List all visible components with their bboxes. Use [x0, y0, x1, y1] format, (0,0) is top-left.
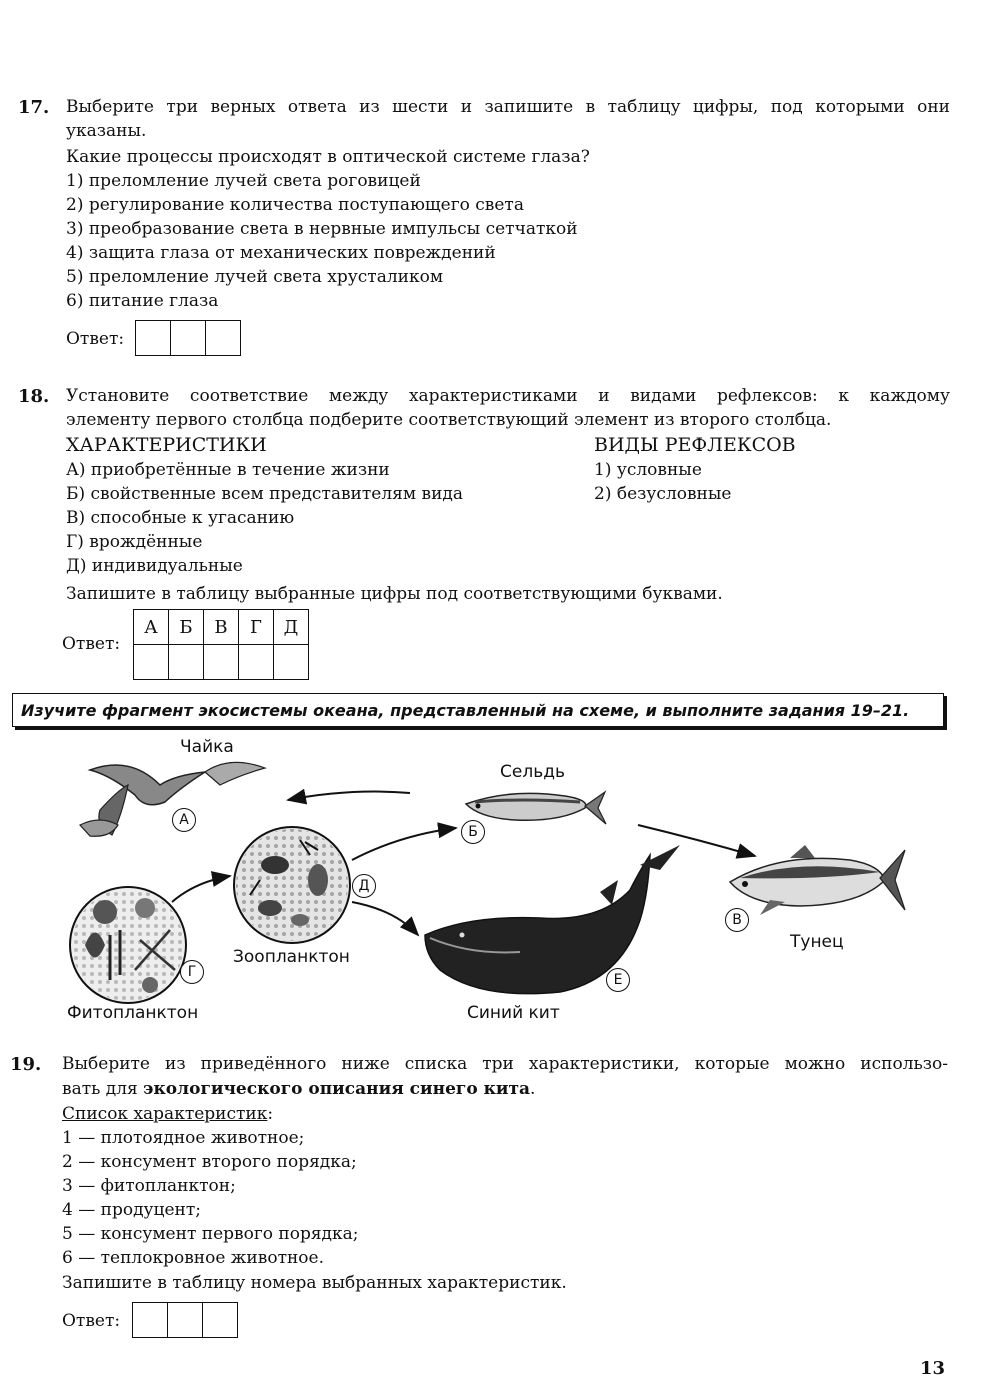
arrow-zooplankton-to-whale	[352, 902, 418, 935]
characteristic-list-item: 5 — консумент первого порядка;	[62, 1224, 359, 1244]
answer-cell[interactable]	[136, 321, 171, 356]
letter-header: Г	[239, 610, 274, 645]
characteristic-item: Д) индивидуальные	[66, 556, 243, 576]
column-header-reflex-types: ВИДЫ РЕФЛЕКСОВ	[594, 434, 796, 456]
answer-cell[interactable]	[274, 645, 309, 680]
arrow-zooplankton-to-herring	[352, 828, 456, 860]
question-17-answer-label: Ответ:	[66, 329, 125, 349]
answer-cell[interactable]	[203, 1303, 238, 1338]
question-18-text-line2: элементу первого столбца подберите соответствующий элемент из второго столбца.	[66, 410, 832, 430]
characteristic-item: Б) свойственные всем представителям вида	[66, 484, 464, 504]
tuna-icon	[730, 845, 905, 915]
marker-tuna: В	[725, 908, 749, 932]
label-tuna: Тунец	[790, 932, 844, 952]
question-19-answer-label: Ответ:	[62, 1311, 121, 1331]
label-zooplankton: Зоопланктон	[233, 947, 350, 967]
question-17-option: 1) преломление лучей света роговицей	[66, 171, 421, 191]
answer-cell[interactable]	[204, 645, 239, 680]
reflex-type-item: 2) безусловные	[594, 484, 732, 504]
question-17-option: 6) питание глаза	[66, 291, 219, 311]
phytoplankton-icon	[70, 887, 186, 1003]
question-18-instruction: Запишите в таблицу выбранные цифры под соответствующими буквами.	[66, 584, 723, 604]
question-18-answer-label: Ответ:	[62, 634, 121, 654]
marker-herring: Б	[461, 820, 485, 844]
question-19-text-line2	[62, 1079, 535, 1099]
characteristic-list-item: 4 — продуцент;	[62, 1200, 201, 1220]
marker-whale: Е	[606, 968, 630, 992]
question-19-answer-table	[132, 1302, 238, 1338]
question-18-number: 18.	[18, 386, 50, 407]
answer-cell[interactable]	[171, 321, 206, 356]
answer-cell[interactable]	[239, 645, 274, 680]
question-17-option: 5) преломление лучей света хрусталиком	[66, 267, 444, 287]
marker-zooplankton: Д	[352, 874, 376, 898]
letter-header: Б	[169, 610, 204, 645]
column-header-characteristics: ХАРАКТЕРИСТИКИ	[66, 434, 267, 456]
herring-icon	[466, 792, 606, 824]
arrow-phytoplankton-to-zooplankton	[172, 876, 230, 902]
blue-whale-icon	[425, 845, 680, 994]
zooplankton-icon	[234, 827, 350, 943]
answer-cell[interactable]	[133, 1303, 168, 1338]
marker-phytoplankton: Г	[180, 960, 204, 984]
arrow-herring-to-tuna	[638, 825, 755, 856]
question-17-text-line1: Выберите три верных ответа из шести и запишите в таблицу цифры, под которыми они	[66, 97, 950, 117]
task-banner: Изучите фрагмент экосистемы океана, представленный на схеме, и выполните задания 19–21.	[12, 693, 944, 727]
characteristic-list-item: 3 — фитопланктон;	[62, 1176, 236, 1196]
letter-header: Д	[274, 610, 309, 645]
list-title-text: Список характеристик	[62, 1104, 268, 1124]
answer-cell[interactable]	[206, 321, 241, 356]
characteristic-item: А) приобретённые в течение жизни	[66, 460, 390, 480]
question-17-option: 3) преобразование света в нервные импульсы сетчаткой	[66, 219, 578, 239]
question-17-option: 4) защита глаза от механических повреждений	[66, 243, 496, 263]
question-19-number: 19.	[10, 1054, 42, 1075]
question-17-answer-table	[135, 320, 241, 356]
question-19-text-end: .	[530, 1079, 536, 1099]
question-19-text-bold: экологического описания синего кита	[143, 1079, 531, 1099]
question-19-instruction: Запишите в таблицу номера выбранных характеристик.	[62, 1273, 567, 1293]
answer-cell[interactable]	[134, 645, 169, 680]
question-19-text-line1: Выберите из приведённого ниже списка три характеристики, которые можно использо-	[62, 1054, 948, 1074]
question-17-number: 17.	[18, 97, 50, 118]
page-number: 13	[919, 1358, 945, 1379]
answer-cell[interactable]	[168, 1303, 203, 1338]
letter-header: В	[204, 610, 239, 645]
reflex-type-item: 1) условные	[594, 460, 702, 480]
characteristic-item: В) способные к угасанию	[66, 508, 295, 528]
label-gull: Чайка	[180, 737, 234, 757]
characteristic-item: Г) врождённые	[66, 532, 203, 552]
label-phytoplankton: Фитопланктон	[67, 1003, 199, 1023]
question-18-text-line1: Установите соответствие между характеристиками и видами рефлексов: к каждому	[66, 386, 950, 406]
arrow-herring-to-gull	[288, 792, 410, 800]
letter-header: А	[134, 610, 169, 645]
question-17-option: 2) регулирование количества поступающего света	[66, 195, 524, 215]
label-herring: Сельдь	[500, 762, 565, 782]
characteristic-list-item: 6 — теплокровное животное.	[62, 1248, 325, 1268]
characteristic-list-item: 2 — консумент второго порядка;	[62, 1152, 357, 1172]
characteristic-list-item: 1 — плотоядное животное;	[62, 1128, 305, 1148]
question-17-prompt: Какие процессы происходят в оптической системе глаза?	[66, 147, 590, 167]
question-19-text-normal: вать для	[62, 1079, 144, 1099]
question-18-answer-table	[133, 609, 309, 680]
marker-gull: А	[172, 808, 196, 832]
question-17-text-line2: указаны.	[66, 121, 147, 141]
list-title-colon: :	[267, 1104, 274, 1124]
answer-cell[interactable]	[169, 645, 204, 680]
label-blue-whale: Синий кит	[467, 1003, 560, 1023]
question-19-list-title	[62, 1104, 273, 1124]
